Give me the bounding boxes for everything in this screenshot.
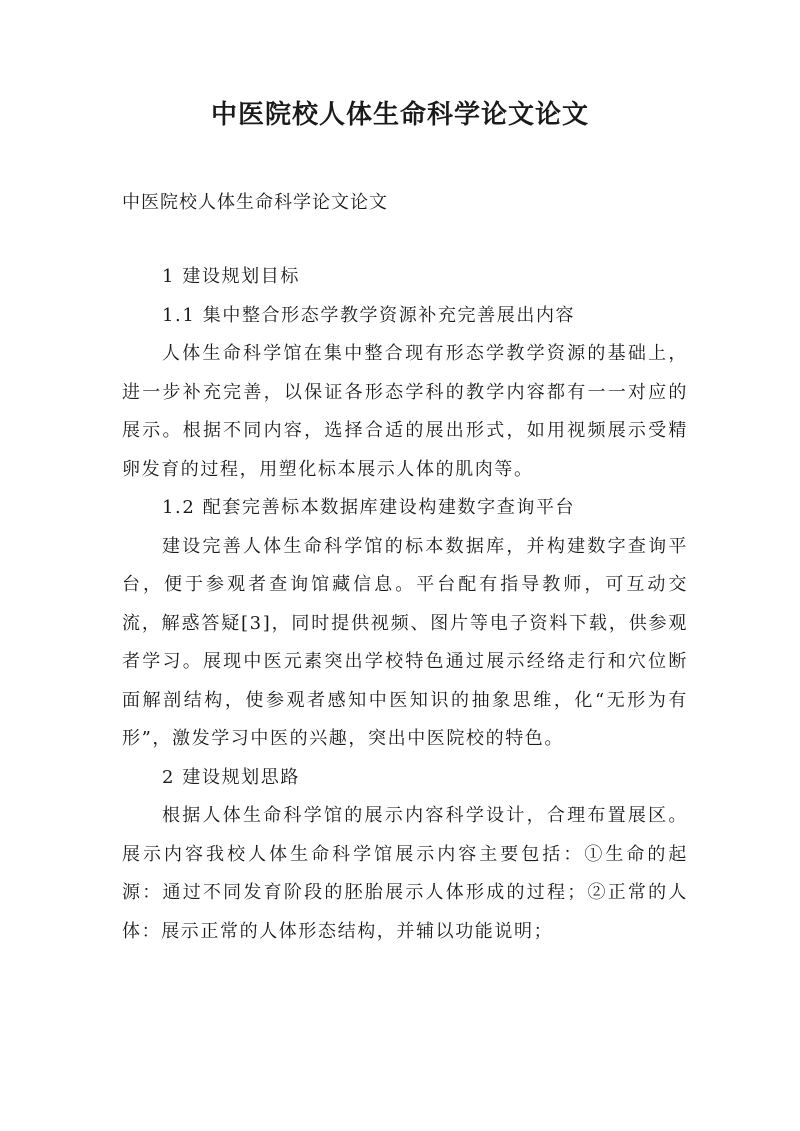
paragraph-1-2: 建设完善人体生命科学馆的标本数据库，并构建数字查询平台，便于参观者查询馆藏信息。平台配有指导教师，可互动交流，解惑答疑[3]，同时提供视频、图片等电子资料下载，供参观者学习。展现中医元素突出学校特色通过展示经络走行和穴位断面解剖结构，使参观者感知中医知识的抽象思维，化“无形为有形”，激发学习中医的兴趣，突出中医院校的特色。 xyxy=(122,535,688,749)
document-title: 中医院校人体生命科学论文论文 xyxy=(210,100,589,130)
document-subtitle: 中医院校人体生命科学论文论文 xyxy=(122,192,388,213)
section-heading-2: 2 建设规划思路 xyxy=(162,766,300,788)
section-heading-1-1: 1.1 集中整合形态学教学资源补充完善展出内容 xyxy=(162,304,576,326)
paragraph-1-1: 人体生命科学馆在集中整合现有形态学教学资源的基础上，进一步补充完善，以保证各形态学科的教学内容都有一一对应的展示。根据不同内容，选择合适的展出形式，如用视频展示受精卵发育的过程，用塑化标本展示人体的肌肉等。 xyxy=(122,343,688,480)
paragraph-2: 根据人体生命科学馆的展示内容科学设计，合理布置展区。展示内容我校人体生命科学馆展示内容主要包括：①生命的起源：通过不同发育阶段的胚胎展示人体形成的过程；②正常的人体：展示正常的人体形态结构，并辅以功能说明； xyxy=(122,805,688,942)
section-heading-1: 1 建设规划目标 xyxy=(162,266,300,287)
document-body xyxy=(122,258,688,951)
section-heading-1-2: 1.2 配套完善标本数据库建设构建数字查询平台 xyxy=(162,497,576,518)
